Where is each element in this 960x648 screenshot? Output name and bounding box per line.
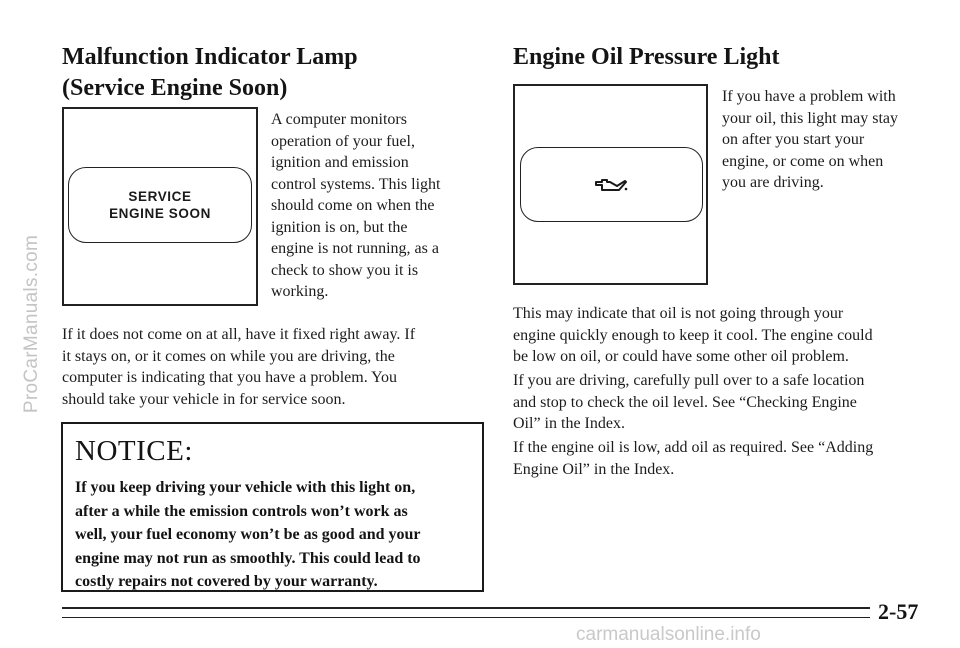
text-line: costly repairs not covered by your warranty. <box>75 573 378 590</box>
text-line: working. <box>271 283 329 300</box>
oil-can-icon <box>592 175 632 195</box>
footer-watermark: carmanualsonline.info <box>576 624 761 645</box>
text-line: and stop to check the oil level. See “Checking Engine <box>513 393 857 411</box>
text-line: well, your fuel economy won’t be as good and your <box>75 526 421 543</box>
text-line: be low on oil, or could have some other oil problem. <box>513 348 849 365</box>
text-line: control systems. This light <box>271 175 441 193</box>
service-engine-soon-frame <box>62 107 258 306</box>
text-line: on after you start your <box>722 131 865 148</box>
text-line: If the engine oil is low, add oil as required. See “Adding <box>513 439 874 456</box>
text-line: This may indicate that oil is not going through your <box>513 305 844 322</box>
text-line: If you have a problem with <box>722 88 896 105</box>
oil-heading: Engine Oil Pressure Light <box>513 44 780 70</box>
text-line: If you keep driving your vehicle with this light on, <box>75 479 416 496</box>
text-line: Engine Oil” in the Index. <box>513 460 675 478</box>
oil-paragraph-1 <box>513 303 873 368</box>
footer-rule-top <box>62 607 870 609</box>
mil-heading-line1: Malfunction Indicator Lamp <box>62 44 358 70</box>
text-line: check to show you it is <box>271 261 419 279</box>
text-line: Oil” in the Index. <box>513 415 625 432</box>
notice-body <box>75 476 468 594</box>
notice-title: NOTICE: <box>75 435 193 467</box>
page-number: 2-57 <box>878 599 919 624</box>
footer-rule-bottom <box>62 617 870 618</box>
text-line: your oil, this light may stay <box>722 109 898 127</box>
mil-side-text <box>271 109 440 303</box>
text-line: it stays on, or it comes on while you are driving, the <box>62 347 395 365</box>
text-line: ignition is on, but the <box>271 218 408 236</box>
notice-box <box>61 422 484 592</box>
text-line: you are driving. <box>722 174 824 191</box>
text-line: should take your vehicle in for service soon. <box>62 390 346 408</box>
side-watermark: ProCarManuals.com <box>21 234 42 414</box>
lamp-label-service: SERVICE <box>128 189 192 204</box>
mil-paragraph <box>62 324 415 410</box>
mil-heading <box>62 42 358 104</box>
text-line: A computer monitors <box>271 111 407 128</box>
text-line: operation of your fuel, <box>271 132 415 150</box>
oil-paragraph-2 <box>513 370 864 435</box>
text-line: engine quickly enough to keep it cool. The engine could <box>513 326 873 344</box>
oil-paragraph-3 <box>513 437 873 480</box>
text-line: computer is indicating that you have a problem. You <box>62 369 398 386</box>
text-line: should come on when the <box>271 197 435 214</box>
oil-pressure-frame <box>513 84 708 285</box>
text-line: If you are driving, carefully pull over to a safe location <box>513 372 865 389</box>
oil-side-text <box>722 86 898 194</box>
mil-heading-line2: (Service Engine Soon) <box>62 75 288 101</box>
text-line: engine is not running, as a <box>271 240 439 257</box>
text-line: after a while the emission controls won’t work as <box>75 502 408 520</box>
text-line: If it does not come on at all, have it fixed right away. If <box>62 326 416 343</box>
service-engine-soon-lamp <box>68 167 252 243</box>
text-line: engine may not run as smoothly. This could lead to <box>75 549 421 567</box>
text-line: ignition and emission <box>271 154 409 171</box>
lamp-label-engine-soon: ENGINE SOON <box>109 206 211 221</box>
oil-pressure-lamp <box>520 147 703 222</box>
text-line: engine, or come on when <box>722 152 884 170</box>
